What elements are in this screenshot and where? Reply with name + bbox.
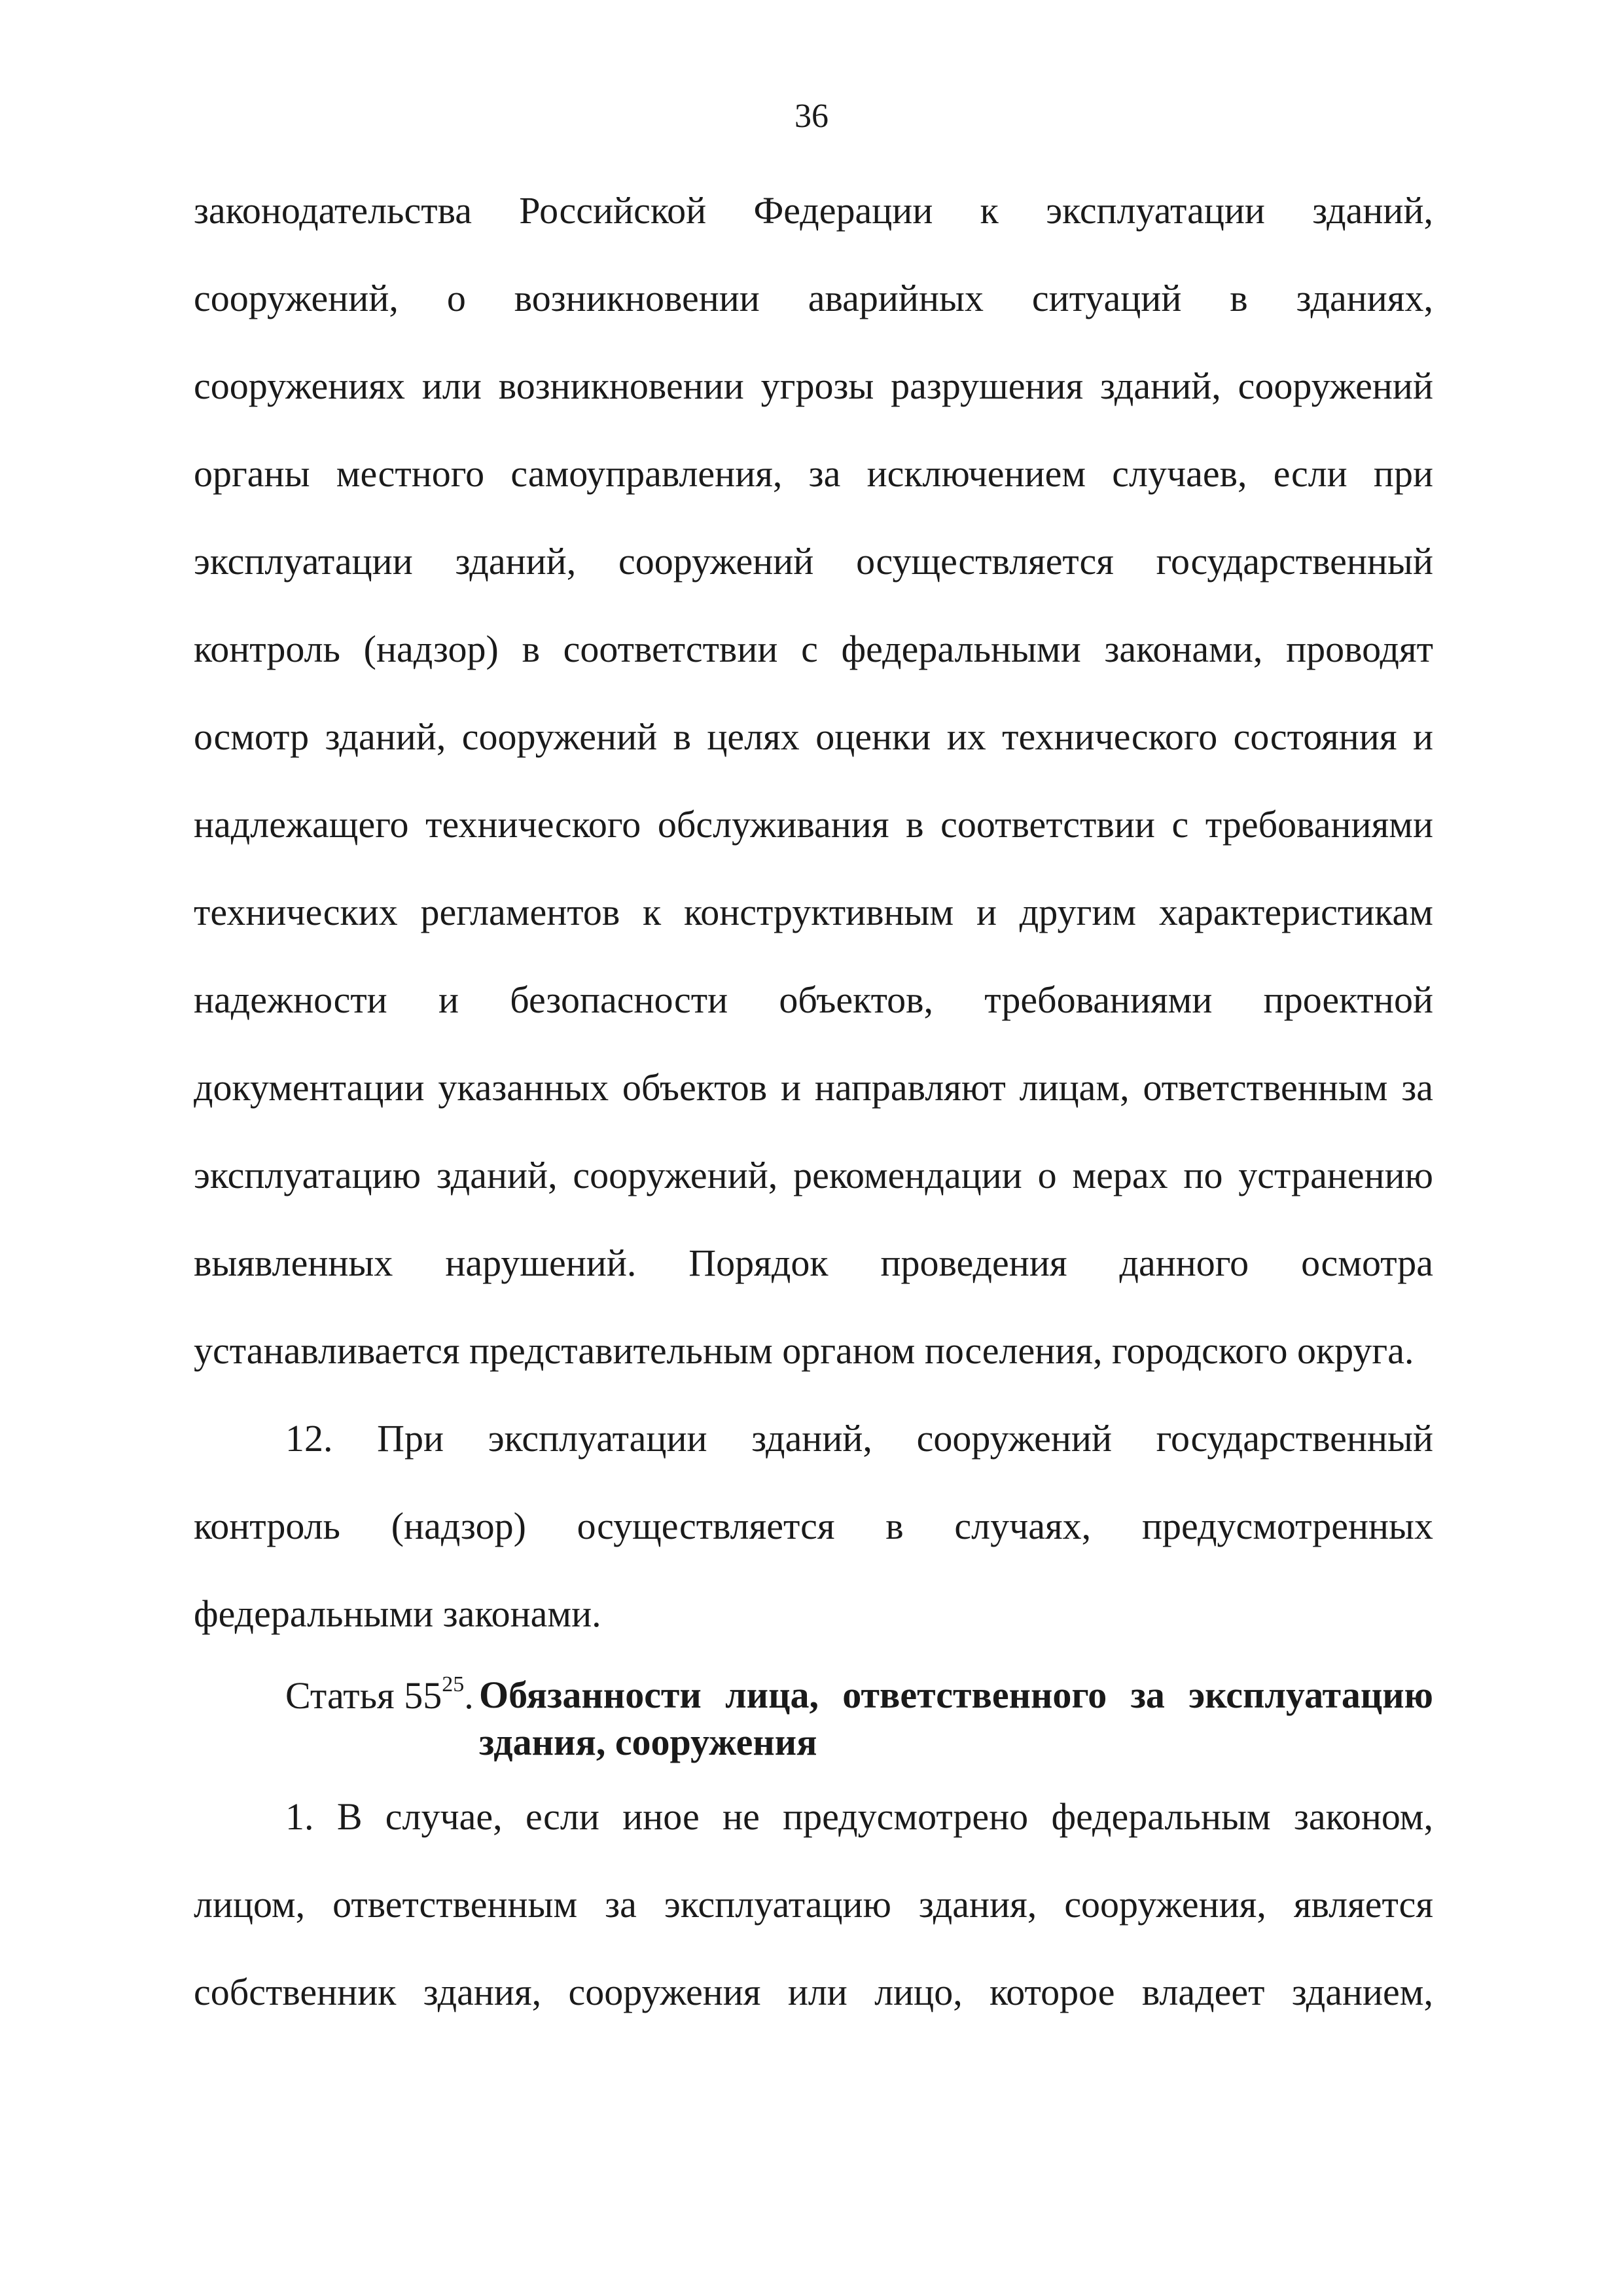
article-title — [479, 1672, 1433, 1766]
text-line: документации указанных объектов и направляют лицам, ответственным за — [194, 1066, 1433, 1109]
article-title-line: здания, сооружения — [479, 1721, 817, 1763]
text-line: технических регламентов к конструктивным и другим характеристикам — [194, 891, 1433, 933]
paragraph-item-12 — [194, 1412, 1433, 1676]
page-number: 36 — [794, 98, 829, 135]
text-line: контроль (надзор) в соответствии с федеральными законами, проводят — [194, 628, 1433, 670]
text-line: эксплуатации зданий, сооружений осуществляется государственный — [194, 540, 1433, 583]
text-line: лицом, ответственным за эксплуатацию здания, сооружения, является — [194, 1883, 1433, 1926]
text-line: федеральными законами. — [194, 1592, 601, 1635]
paragraph-continuation — [194, 185, 1433, 1412]
article-heading — [194, 1672, 1433, 1776]
text-line: 1. В случае, если иное не предусмотрено федеральным законом, — [285, 1795, 1433, 1838]
article-title-line: Обязанности лица, ответственного за эксплуатацию — [479, 1674, 1433, 1716]
article-number: Статья 55 — [285, 1674, 442, 1717]
body-text — [194, 185, 1433, 2054]
text-line: надежности и безопасности объектов, требованиями проектной — [194, 978, 1433, 1021]
text-line: 12. При эксплуатации зданий, сооружений государственный — [285, 1417, 1433, 1460]
text-line: органы местного самоуправления, за исключением случаев, если при — [194, 452, 1433, 495]
article-superscript: 25 — [442, 1672, 465, 1696]
text-line: эксплуатацию зданий, сооружений, рекомендации о мерах по устранению — [194, 1154, 1433, 1196]
article-label-suffix: . — [464, 1674, 474, 1717]
text-line: контроль (надзор) осуществляется в случаях, предусмотренных — [194, 1505, 1433, 1547]
text-line: сооружений, о возникновении аварийных ситуаций в зданиях, — [194, 277, 1433, 319]
text-line: устанавливается представительным органом поселения, городского округа. — [194, 1329, 1414, 1372]
paragraph-item-1 — [194, 1791, 1433, 2054]
text-line: собственник здания, сооружения или лицо, которое владеет зданием, — [194, 1971, 1433, 2013]
text-line: законодательства Российской Федерации к эксплуатации зданий, — [194, 189, 1433, 232]
text-line: надлежащего технического обслуживания в соответствии с требованиями — [194, 803, 1433, 846]
article-label — [285, 1672, 474, 1720]
text-line: сооружениях или возникновении угрозы разрушения зданий, сооружений — [194, 365, 1433, 407]
text-line: выявленных нарушений. Порядок проведения данного осмотра — [194, 1242, 1433, 1284]
text-line: осмотр зданий, сооружений в целях оценки их технического состояния и — [194, 715, 1433, 758]
